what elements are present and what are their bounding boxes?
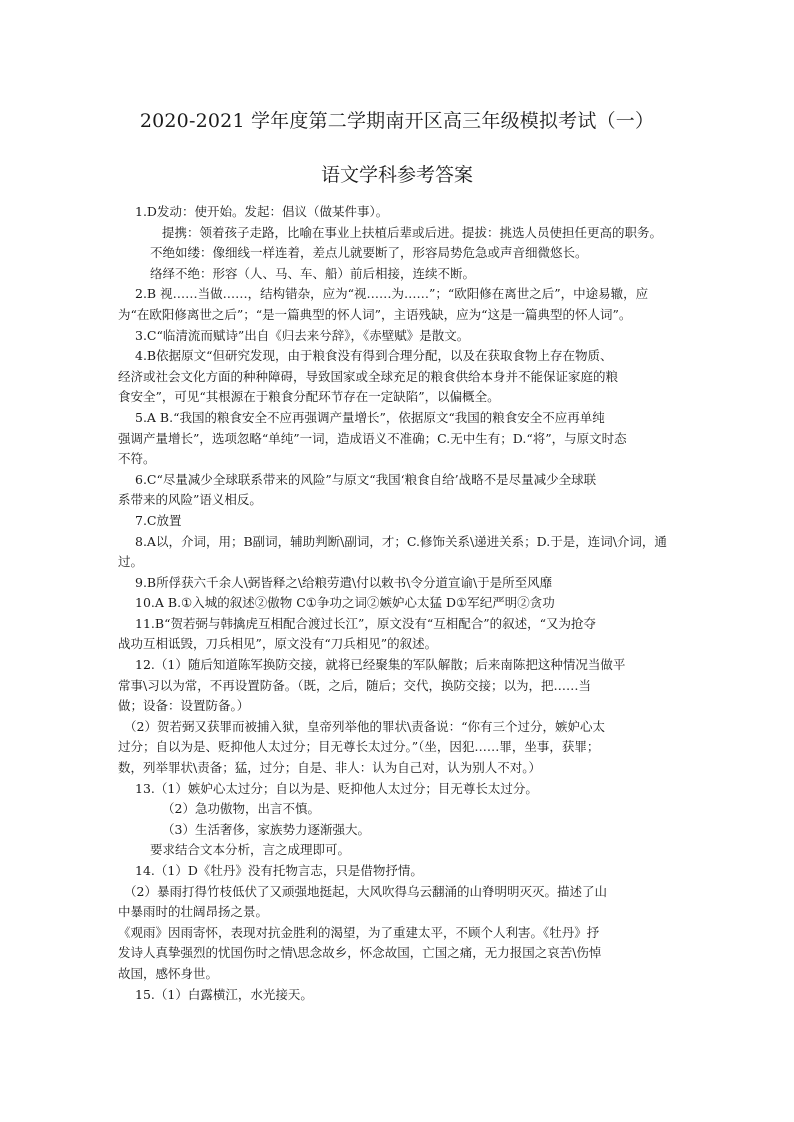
answer-line: 数，列举罪状\责备；猛，过分；自是、非人：认为自己对，认为别人不对。） [118,760,541,776]
answer-line: 过。 [118,554,144,570]
answer-line: 做；设备：设置防备。） [118,698,250,714]
answer-line: 7.C放置 [135,512,182,528]
answer-line: 常事\习以为常，不再设置防备。（既，之后，随后；交代，换防交接；以为，把……当 [118,677,591,693]
answer-line: 9.B所俘获六千余人\弼皆释之\给粮劳遣\付以敕书\令分道宣谕\于是所至风靡 [135,574,553,590]
answer-line: 战功互相诋毁，刀兵相见”，原文没有“刀兵相见”的叙述。 [118,636,438,652]
answer-line: 11.B“贺若弼与韩擒虎互相配合渡过长江”，原文没有“互相配合”的叙述，“又为抢夺 [135,615,597,631]
answer-line: 不绝如缕：像细线一样连着，差点儿就要断了，形容局势危急或声音细微悠长。 [150,245,588,261]
answer-line: 食安全”，可见“其根源在于粮食分配环节存在一定缺陷”，以偏概全。 [118,389,500,405]
answer-line: 4.B依据原文“但研究发现，由于粮食没有得到合理分配，以及在获取食物上存在物质、 [135,348,613,364]
answer-line: 发诗人真挚强烈的忧国伤时之情\思念故乡，怀念故国，亡国之痛，无力报国之哀苦\伤悼 [118,945,602,961]
answer-line: 6.C“尽量减少全球联系带来的风险”与原文“我国‘粮食自给’战略不是尽量减少全球联 [135,471,597,487]
answer-line: 13.（1）嫉妒心太过分；自以为是、贬抑他人太过分；目无尊长太过分。 [135,780,538,796]
answer-line: 提携：领着孩子走路，比喻在事业上扶植后辈或后进。提拔：挑选人员使担任更高的职务。 [162,224,663,240]
answer-line: （2）暴雨打得竹枝低伏了又顽强地挺起，大风吹得乌云翻涌的山脊明明灭灭。描述了山 [124,883,607,899]
answer-line: 5.A B.“我国的粮食安全不应再强调产量增长”，依据原文“我国的粮食安全不应再单纯 [135,409,605,425]
document-title: 2020-2021 学年度第二学期南开区高三年级模拟考试（一） [139,110,655,132]
answer-line: 强调产量增长”，选项忽略“单纯”一词，造成语义不准确；C.无中生有；D.“将”，与原文时态 [118,430,627,446]
answer-line: 系带来的风险”语义相反。 [118,492,262,508]
answer-line: （2）急功傲物，出言不慎。 [162,801,320,817]
answer-line: 络绎不绝：形容（人、马、车、船）前后相接，连续不断。 [150,265,476,281]
answer-line: 不符。 [118,451,156,467]
answer-line: 10.A B.①入城的叙述②傲物 C①争功之词②嫉妒心太猛 D①军纪严明②贪功 [135,595,555,611]
answer-line: 1.D发动：使开始。发起：倡议（做某件事）。 [135,204,389,219]
answer-line: 为“在欧阳修离世之后”；“是一篇典型的怀人词”，主语残缺，应为“这是一篇典型的怀人词”。 [118,306,632,322]
answer-line: 过分；自以为是、贬抑他人太过分；目无尊长太过分。”（坐，因犯……罪，坐事，获罪； [118,739,600,755]
answer-line: 故国，感怀身世。 [118,965,219,981]
answer-line: 经济或社会文化方面的种种障碍，导致国家或全球充足的粮食供给本身并不能保证家庭的粮 [118,368,619,384]
answer-line: 15.（1）白露横江，水光接天。 [135,986,313,1002]
document-subtitle: 语文学科参考答案 [320,164,473,186]
answer-line: 2.B 视……当做……，结构错杂，应为“视……为……”；“欧阳修在离世之后”，中途易辙，应 [135,286,649,302]
answer-line: 8.A以，介词，用；B副词，辅助判断\副词，才；C.修饰关系\递进关系；D.于是，连词\介词，通 [135,533,667,549]
answer-line: 中暴雨时的壮阔昂扬之景。 [118,904,269,920]
answer-line: 3.C“临清流而赋诗”出自《归去来兮辞》，《赤壁赋》是散文。 [135,327,470,343]
answer-line: （3）生活奢侈，家族势力逐渐强大。 [162,821,370,837]
answer-body [118,202,678,1005]
answer-line: （2）贺若弼又获罪而被捕入狱，皇帝列举他的罪状\责备说：“你有三个过分，嫉妒心太 [124,718,606,734]
answer-line: 14.（1）D《牡丹》没有托物言志，只是借物抒情。 [135,863,423,878]
answer-line: 要求结合文本分析，言之成理即可。 [150,842,351,858]
answer-line: 《观雨》因雨寄怀，表现对抗金胜利的渴望，为了重建太平，不顾个人利害。《牡丹》抒 [118,924,600,940]
answer-line: 12.（1）随后知道陈军换防交接，就将已经聚集的军队解散；后来南陈把这种情况当做平 [135,657,626,673]
